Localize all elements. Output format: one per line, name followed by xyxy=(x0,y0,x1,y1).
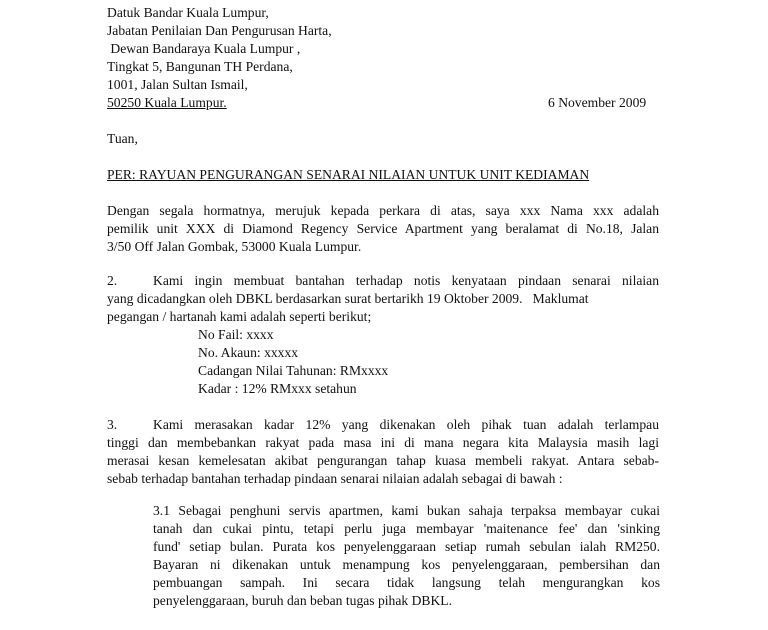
paragraph-line: merasai kesan kemelesatan akibat pengurangan tahap kuasa membeli rakyat. Antara sebab- xyxy=(107,453,659,468)
address-postcode-line: 50250 Kuala Lumpur. xyxy=(107,95,227,110)
subject-heading: PER: RAYUAN PENGURANGAN SENARAI NILAIAN UNTUK UNIT KEDIAMAN xyxy=(107,167,590,182)
paragraph-line: 3/50 Off Jalan Gombak, 53000 Kuala Lumpur. xyxy=(107,239,362,254)
address-line: Datuk Bandar Kuala Lumpur, xyxy=(107,5,269,20)
salutation: Tuan, xyxy=(107,131,138,146)
detail-account-no: No. Akaun: xxxxx xyxy=(198,345,299,360)
address-line: Jabatan Penilaian Dan Pengurusan Harta, xyxy=(107,23,332,38)
paragraph-line: 3.1 Sebagai penghuni servis apartmen, kami bukan sahaja terpaksa membayar cukai xyxy=(153,503,660,518)
address-line: Dewan Bandaraya Kuala Lumpur , xyxy=(107,41,301,56)
paragraph-line: yang dicadangkan oleh DBKL berdasarkan surat bertarikh 19 Oktober 2009. Maklumat xyxy=(107,291,589,306)
paragraph-line: Kami ingin membuat bantahan terhadap notis kenyataan pindaan senarai nilaian xyxy=(153,273,659,288)
letter-date: 6 November 2009 xyxy=(548,95,647,110)
paragraph-line: sebab terhadap bantahan terhadap pindaan senarai nilaian adalah sebagai di bawah : xyxy=(107,471,563,486)
paragraph-line: pemilik unit XXX di Diamond Regency Service Apartment yang beralamat di No.18, Jalan xyxy=(107,221,659,236)
address-line: Tingkat 5, Bangunan TH Perdana, xyxy=(107,59,293,74)
detail-annual-value: Cadangan Nilai Tahunan: RMxxxx xyxy=(198,363,389,378)
paragraph-line: Bayaran ni dikenakan untuk menampung kos penyelenggaraan, pembersihan dan xyxy=(153,557,660,572)
paragraph-line: tinggi dan membebankan rakyat pada masa ini di mana negara kita Malaysia masih lagi xyxy=(107,435,659,450)
paragraph-line: fund' setiap bulan. Purata kos penyelenggaraan setiap rumah sebulan ialah RM250. xyxy=(153,539,660,554)
paragraph-number: 3. xyxy=(107,417,118,432)
detail-rate: Kadar : 12% RMxxx setahun xyxy=(198,381,357,396)
paragraph-line: Kami merasakan kadar 12% yang dikenakan oleh pihak tuan adalah terlampau xyxy=(153,417,659,432)
paragraph-number: 2. xyxy=(107,273,118,288)
detail-file-no: No Fail: xxxx xyxy=(198,327,274,342)
paragraph-line: pembuangan sampah. Ini secara tidak langsung telah mengurangkan kos xyxy=(153,575,660,590)
paragraph-line: Dengan segala hormatnya, merujuk kepada perkara di atas, saya xxx Nama xxx adalah xyxy=(107,203,659,218)
paragraph-line: penyelenggaraan, buruh dan beban tugas pihak DBKL. xyxy=(153,593,452,608)
paragraph-line: tanah dan cukai pintu, tetapi perlu juga membayar 'maitenance fee' dan 'sinking xyxy=(153,521,660,536)
address-line: 1001, Jalan Sultan Ismail, xyxy=(107,77,248,92)
paragraph-line: pegangan / hartanah kami adalah seperti berikut; xyxy=(107,309,372,324)
